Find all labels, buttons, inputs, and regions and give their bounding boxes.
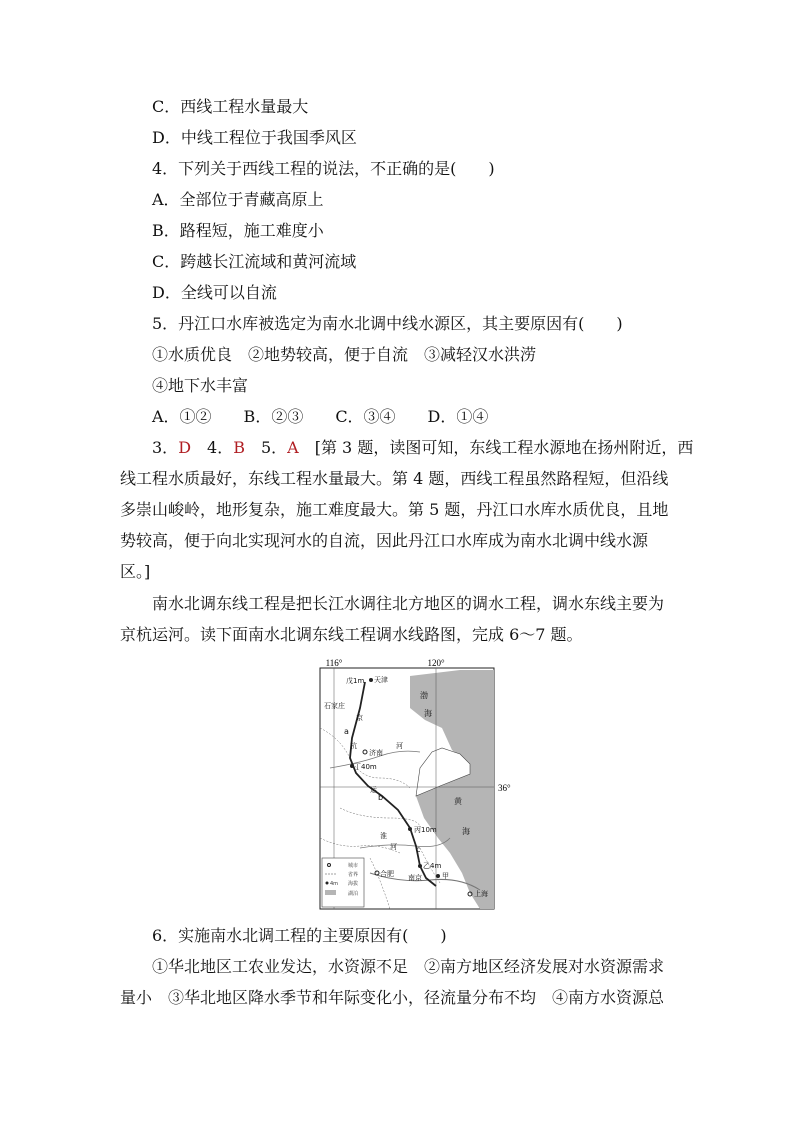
legend-lake: 湖泊: [348, 891, 359, 897]
answer-num-5: 5．: [244, 438, 288, 457]
map-lat-36: 36°: [498, 783, 511, 793]
map-city-tianjin: [369, 678, 373, 682]
map-label-tianjin: 天津: [374, 676, 388, 684]
answer-line-5: 区。]: [120, 562, 151, 581]
map-label-yi: 乙4m: [423, 862, 442, 870]
map-label-he2: 河: [390, 843, 397, 851]
question-5: 5．丹江口水库被选定为南水北调中线水源区，其主要原因有( ): [152, 314, 623, 333]
map-label-huanghai-1: 黄: [454, 797, 462, 806]
question-5-items-2: ④地下水丰富: [152, 376, 249, 395]
question-4: 4．下列关于西线工程的说法，不正确的是( ): [152, 159, 495, 178]
question-5-options: A．①② B．②③ C．③④ D．①④: [152, 407, 489, 426]
map-point-jia: [436, 874, 440, 878]
answer-line-4: 势较高，便于向北实现河水的自流，因此丹江口水库成为南水北调中线水源: [120, 531, 649, 550]
option-3c: C．西线工程水量最大: [152, 97, 309, 116]
map-label-c: c: [416, 845, 421, 854]
map-lon-116: 116°: [325, 658, 343, 668]
option-4b: B．路程短，施工难度小: [152, 221, 324, 240]
map-label-b: b: [378, 793, 384, 802]
map-label-bing: 丙10m: [414, 826, 437, 834]
legend-lake-icon: [325, 890, 336, 895]
answer-value-4: B: [233, 438, 245, 457]
legend-altitude-icon: [326, 882, 329, 885]
map-label-yun: 运: [370, 786, 377, 794]
map-label-hefei: 合肥: [380, 870, 394, 878]
option-4c: C．跨越长江流域和黄河流域: [152, 252, 357, 271]
map-label-huai: 淮: [380, 832, 387, 840]
intro-line-2: 京杭运河。读下面南水北调东线工程调水线路图，完成 6～7 题。: [120, 625, 583, 644]
answer-line-2: 线工程水质最好，东线工程水量最大。第 4 题，西线工程虽然路程短，但沿线: [120, 469, 669, 488]
legend-border: 省界: [348, 872, 359, 878]
question-5-items-1: ①水质优良 ②地势较高，便于自流 ③减轻汉水洪涝: [152, 345, 537, 364]
question-6: 6．实施南水北调工程的主要原因有( ): [152, 926, 447, 945]
answer-value-3: D: [178, 438, 192, 457]
answer-line-3: 多崇山峻岭，地形复杂，施工难度最大。第 5 题，丹江口水库水质优良，且地: [120, 500, 669, 519]
east-route-map: [320, 658, 511, 909]
map-label-bohai-2: 海: [424, 709, 432, 718]
map-label-bohai-1: 渤: [420, 691, 428, 700]
map-label-shanghai: 上海: [474, 890, 488, 898]
map-label-a: a: [344, 727, 349, 736]
map-point-bing: [408, 827, 412, 831]
legend-altitude: 海拔: [348, 881, 359, 887]
map-label-wu: 戊1m: [346, 677, 365, 685]
legend-altitude-value: 4m: [330, 881, 339, 887]
answer-explanation-start: [第 3 题，读图可知，东线工程水源地在扬州附近，西: [298, 438, 694, 457]
option-3d: D．中线工程位于我国季风区: [152, 128, 357, 147]
map-lon-120: 120°: [427, 658, 445, 668]
answer-num-3: 3．: [152, 438, 179, 457]
map-label-jia: 甲: [442, 872, 449, 880]
answer-line-1: [152, 438, 693, 458]
map-label-jing: 京: [356, 714, 363, 722]
map-label-hang: 杭: [350, 742, 357, 750]
map-label-nanjing: 南京: [408, 874, 422, 882]
option-4a: A．全部位于青藏高原上: [152, 190, 324, 209]
answer-value-5: A: [287, 438, 299, 457]
map-point-yi: [418, 864, 422, 868]
question-6-items-1: ①华北地区工农业发达，水资源不足 ②南方地区经济发展对水资源需求: [152, 957, 665, 976]
option-4d: D．全线可以自流: [152, 283, 277, 302]
map-label-shijiazhuang: 石家庄: [324, 702, 345, 710]
map-label-he: 河: [396, 742, 403, 750]
intro-line-1: 南水北调东线工程是把长江水调往北方地区的调水工程，调水东线主要为: [152, 594, 665, 613]
map-label-huanghai-2: 海: [462, 827, 470, 836]
map-label-jinan: 济南: [369, 749, 383, 757]
legend-city: 城市: [348, 863, 359, 869]
map-label-ding: 丁40m: [354, 763, 377, 771]
question-6-items-2: 量小 ③华北地区降水季节和年际变化小，径流量分布不均 ④南方水资源总: [120, 988, 665, 1007]
answer-num-4: 4．: [191, 438, 234, 457]
